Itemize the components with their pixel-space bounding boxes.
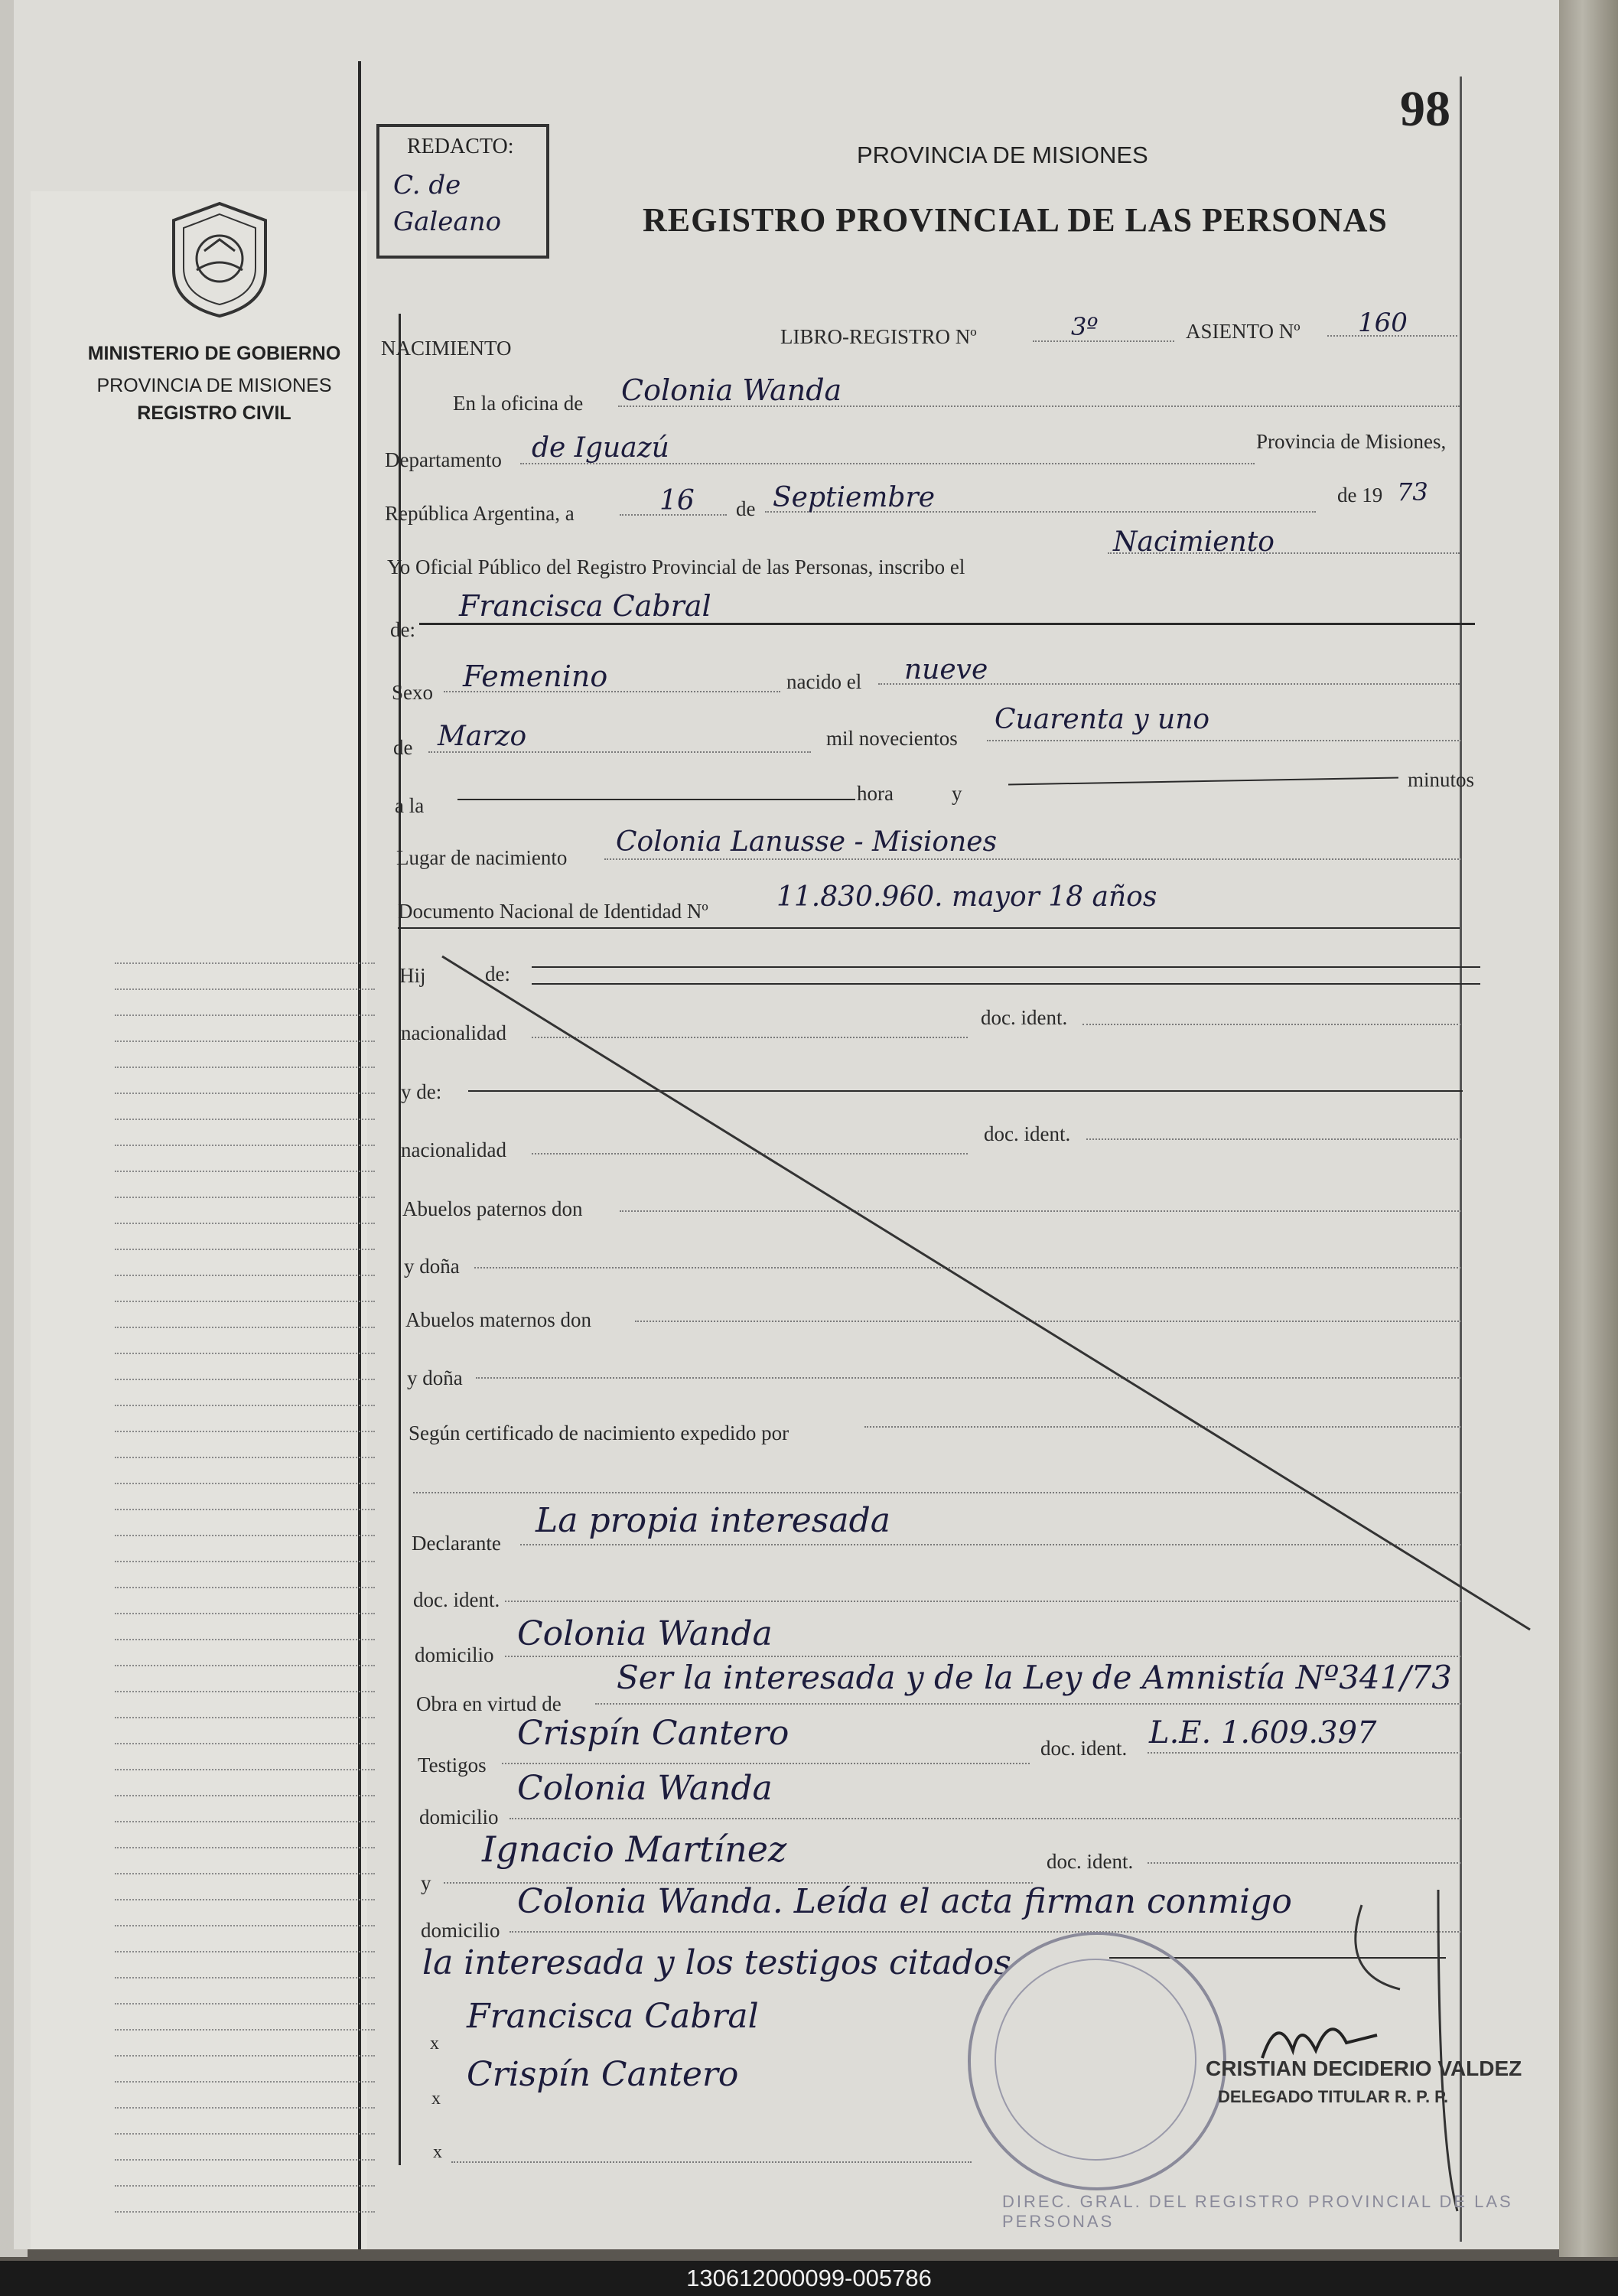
firma-3-mark: x — [433, 2142, 442, 2162]
signatory-title: DELEGADO TITULAR R. P. P. — [1218, 2087, 1449, 2106]
nacionalidad-2-label: nacionalidad — [401, 1138, 506, 1161]
domicilio-1-value: Colonia Wanda — [517, 1614, 773, 1653]
cierre-value: la interesada y los testigos citados — [422, 1943, 1011, 1982]
oficial-label: Yo Oficial Público del Registro Provincial de las Personas, inscribo el — [387, 555, 965, 578]
footer-id: 130612000099-005786 — [686, 2265, 932, 2291]
de3-label: de — [393, 736, 413, 759]
domicilio-2-label: domicilio — [419, 1806, 499, 1829]
domicilio-3-label: domicilio — [421, 1919, 500, 1942]
obra-label: Obra en virtud de — [416, 1692, 562, 1715]
de-label: de — [736, 497, 756, 520]
domicilio-3-value: Colonia Wanda. Leída el acta firman conmigo — [517, 1882, 1292, 1921]
hora-label: hora — [857, 782, 894, 805]
redacto-name: C. de Galeano — [393, 170, 502, 237]
documento-value: 11.830.960. mayor 18 años — [776, 881, 1157, 913]
sexo-value: Femenino — [463, 659, 608, 693]
nacionalidad-1-label: nacionalidad — [401, 1021, 506, 1044]
mes-value: Septiembre — [773, 482, 935, 513]
province-heading: PROVINCIA DE MISIONES — [857, 142, 1148, 168]
departamento-value: de Iguazú — [532, 432, 669, 464]
abuelos-paternos-label: Abuelos paternos don — [402, 1197, 583, 1220]
ministry-province: PROVINCIA DE MISIONES — [96, 375, 332, 396]
doc-ident-1-label: doc. ident. — [981, 1006, 1068, 1029]
firma-2-mark: x — [431, 2089, 441, 2109]
registry-heading: REGISTRO PROVINCIAL DE LAS PERSONAS — [643, 201, 1388, 239]
nacido-value: nueve — [904, 654, 988, 686]
oficial-value: Nacimiento — [1113, 526, 1275, 558]
lugar-label: Lugar de nacimiento — [396, 846, 568, 869]
y2-label: y — [421, 1871, 431, 1894]
hora-a-label: a la — [395, 794, 425, 817]
doc-ident-4-value: L.E. 1.609.397 — [1149, 1715, 1377, 1750]
anio-label: de 19 — [1337, 484, 1383, 506]
libro-value: 3º — [1071, 312, 1099, 341]
doc-ident-5-label: doc. ident. — [1047, 1850, 1134, 1873]
oficina-value: Colonia Wanda — [621, 373, 842, 407]
signatory-name: CRISTIAN DECIDERIO VALDEZ — [1206, 2057, 1522, 2080]
declarante-value: La propia interesada — [536, 1501, 890, 1540]
firma-1-mark: x — [430, 2034, 439, 2053]
y-label: y — [952, 782, 962, 805]
ministry-registry: REGISTRO CIVIL — [137, 402, 291, 424]
domicilio-1-label: domicilio — [415, 1643, 494, 1666]
mil-label: mil novecientos — [826, 727, 958, 750]
declarante-label: Declarante — [412, 1532, 501, 1555]
testigo-1-value: Crispín Cantero — [517, 1714, 789, 1753]
firma-2-value: Crispín Cantero — [467, 2055, 739, 2094]
y-dona-2-label: y doña — [407, 1366, 463, 1389]
doc-ident-4-label: doc. ident. — [1040, 1737, 1128, 1760]
lugar-value: Colonia Lanusse - Misiones — [616, 826, 998, 858]
abuelos-maternos-label: Abuelos maternos don — [405, 1308, 591, 1331]
record-type: NACIMIENTO — [381, 337, 512, 360]
republica-label: República Argentina, a — [385, 502, 575, 525]
registry-stamp-inner — [995, 1959, 1196, 2161]
mes-nac-value: Marzo — [438, 721, 527, 752]
ministry-title: MINISTERIO DE GOBIERNO — [87, 343, 341, 364]
asiento-label: ASIENTO Nº — [1186, 320, 1301, 343]
anio-value: 73 — [1397, 477, 1428, 506]
y-de-label: y de: — [401, 1080, 442, 1103]
testigos-label: Testigos — [418, 1754, 487, 1777]
nombre-value: Francisca Cabral — [459, 589, 711, 623]
firma-1-value: Francisca Cabral — [467, 1997, 759, 2036]
doc-ident-2-label: doc. ident. — [984, 1122, 1071, 1145]
doc-ident-3-label: doc. ident. — [413, 1588, 500, 1611]
departamento-label: Departamento — [385, 448, 502, 471]
dia-value: 16 — [659, 485, 695, 516]
hij-de-label: de: — [485, 962, 510, 985]
minutos-label: minutos — [1408, 768, 1475, 791]
domicilio-2-value: Colonia Wanda — [517, 1769, 773, 1808]
page-number: 98 — [1400, 81, 1450, 137]
segun-label: Según certificado de nacimiento expedido por — [409, 1422, 789, 1444]
anio-nac-value: Cuarenta y uno — [995, 704, 1210, 735]
y-dona-1-label: y doña — [404, 1255, 460, 1278]
oficina-label: En la oficina de — [453, 392, 584, 415]
libro-label: LIBRO-REGISTRO Nº — [780, 325, 977, 348]
redacto-label: REDACTO: — [407, 135, 514, 158]
de2-label: de: — [390, 618, 415, 641]
stamp-text: DIREC. GRAL. DEL REGISTRO PROVINCIAL DE LAS PERSONAS — [1002, 2192, 1513, 2231]
obra-value: Ser la interesada y de la Ley de Amnistía Nº341/73 — [617, 1659, 1452, 1696]
asiento-value: 160 — [1358, 308, 1408, 338]
sexo-label: Sexo — [392, 681, 433, 704]
provincia-label: Provincia de Misiones, — [1256, 430, 1447, 453]
testigo-2-value: Ignacio Martínez — [482, 1829, 787, 1870]
nacido-label: nacido el — [786, 670, 862, 693]
documento-label: Documento Nacional de Identidad Nº — [398, 900, 708, 923]
hij-label: Hij — [399, 964, 426, 987]
